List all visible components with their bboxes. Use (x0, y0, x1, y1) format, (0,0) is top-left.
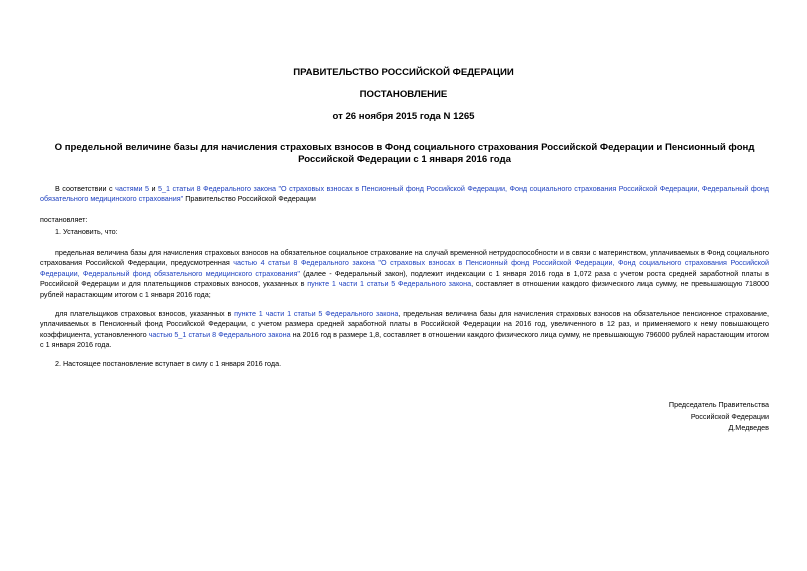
law-link-article-8[interactable]: 5_1 статьи 8 Федерального закона "О страховых взносах в Пенсионный фонд Российской Федерации, Фонд социального страхования Российской Федерации, Федеральный фонд обязательного медицинского страхования" (40, 184, 769, 204)
para-b-text-2: , предельная величина базы для начисления страховых взносов на обязательное пенсионное страхование, уплачиваемых в Пенсионный фонд Российской Федерации, с учетом размера средней заработной платы в Российской Федерации на 2016 год, увеличенного в 12 раз, и применяемого к нему повышающего коэффициента, установленного (40, 309, 769, 339)
para-a-text-3: , составляет в отношении каждого физического лица сумму, не превышающую 718000 рублей нарастающим итогом с 1 января 2016 года; (40, 279, 769, 299)
signature-name: Д.Медведев (728, 423, 769, 432)
para-a-text-2: (далее - Федеральный закон), подлежит индексации с 1 января 2016 года в 1,072 раза с учетом роста средней заработной платы в Российской Федерации и для плательщиков страховых взносов, указанных в (40, 268, 769, 289)
preamble-text-1: В соответствии с (55, 184, 116, 193)
paragraph-a (40, 248, 769, 300)
signature-line-1: Председатель Правительства (668, 400, 769, 409)
government-heading: ПРАВИТЕЛЬСТВО РОССИЙСКОЙ ФЕДЕРАЦИИ (293, 67, 514, 78)
document-title: О предельной величине базы для начисления страховых взносов в Фонд социального страхования Российской Федерации и Пенсионный фонд Российской Федерации с 1 января 2016 года (54, 142, 755, 165)
para-b-text-1: для плательщиков страховых взносов, указанных в (55, 309, 235, 318)
document-kind-heading: ПОСТАНОВЛЕНИЕ (359, 89, 448, 100)
preamble-text-2: и (149, 184, 159, 193)
para-a-text-1: предельная величина базы для начисления страховых взносов на обязательное социальное страхование на случай временной нетрудоспособности и в связи с материнством, уплачиваемых в Фонд социального страхования Российской Федерации, предусмотренная (40, 248, 769, 268)
para-b-text-3: на 2016 год в размере 1,8, составляет в отношении каждого физического лица сумму, не превышающую 796000 рублей нарастающим итогом с 1 января 2016 года. (40, 329, 769, 350)
item-1: 1. Установить, что: (55, 227, 118, 236)
paragraph-b (40, 309, 769, 351)
law-link-part-5[interactable]: частями 5 (115, 184, 150, 193)
preamble-text-3: Правительство Российской Федерации (183, 194, 316, 204)
decrees-line: постановляет: (40, 215, 88, 224)
law-link-part-5-1[interactable]: частью 5_1 статьи 8 Федерального закона (148, 329, 291, 339)
date-number-heading: от 26 ноября 2015 года N 1265 (332, 111, 475, 122)
signature-block (669, 399, 769, 434)
signature-line-2: Российской Федерации (690, 411, 769, 421)
law-link-part-4[interactable]: частью 4 статьи 8 Федерального закона "О страховых взносах в Пенсионный фонд Российской Федерации, Фонд социального страхования Российской Федерации, Федеральный фонд обязательного медицинского страхования" (40, 258, 769, 278)
item-2: 2. Настоящее постановление вступает в силу с 1 января 2016 года. (55, 359, 282, 368)
preamble-paragraph (40, 184, 769, 205)
law-link-article-5-b[interactable]: пункте 1 части 1 статьи 5 Федерального закона (234, 309, 399, 318)
law-link-article-5[interactable]: пункте 1 части 1 статьи 5 Федерального закона (307, 279, 472, 289)
